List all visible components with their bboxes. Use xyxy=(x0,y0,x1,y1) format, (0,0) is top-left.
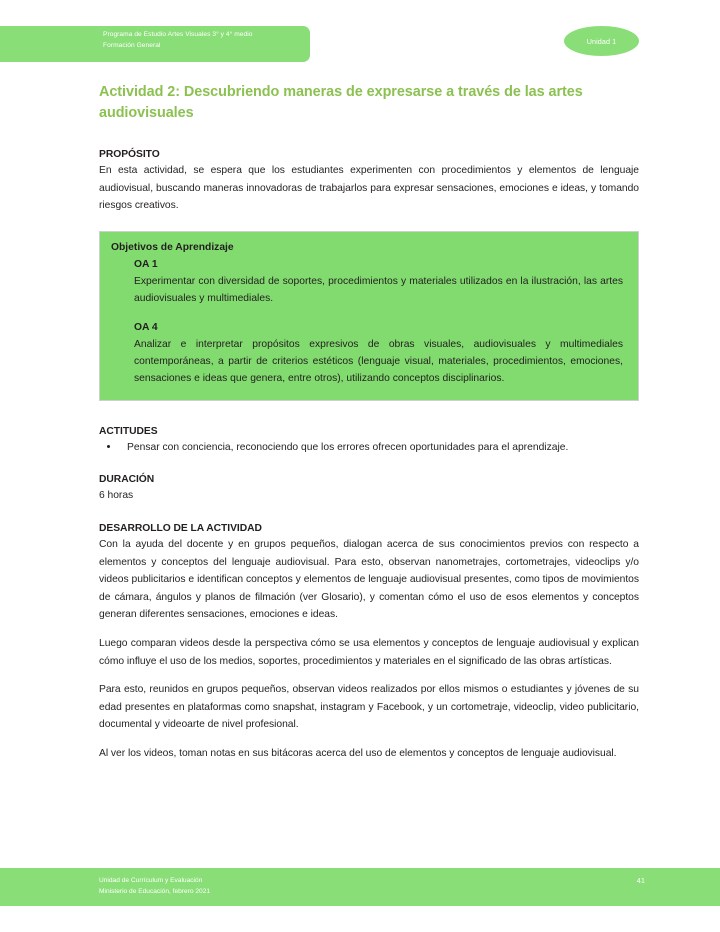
document-content xyxy=(99,82,639,763)
objetivo-item xyxy=(111,320,627,388)
actitudes-heading: ACTITUDES xyxy=(99,425,158,437)
proposito-text: En esta actividad, se espera que los estudiantes experimenten con procedimientos y elementos de lenguaje audiovisual, buscando maneras innovadoras de trabajarlos para expresar sensaciones, emociones e ideas, y tomando riesgos creativos. xyxy=(99,165,639,212)
page-number: 41 xyxy=(636,876,645,885)
objetivos-heading: Objetivos de Aprendizaje xyxy=(111,241,234,253)
header-program-line2: Formación General xyxy=(103,41,161,49)
unit-badge-label: Unidad 1 xyxy=(586,36,617,46)
page-header xyxy=(0,26,720,62)
section-proposito xyxy=(99,147,639,215)
proposito-heading: PROPÓSITO xyxy=(99,149,160,160)
unit-badge xyxy=(564,26,639,56)
objetivo-code: OA 4 xyxy=(134,321,158,333)
page-title: Actividad 2: Descubriendo maneras de expresarse a través de las artes audiovisuales xyxy=(99,84,583,121)
section-duracion xyxy=(99,472,639,505)
objetivo-text: Experimentar con diversidad de soportes, procedimientos y materiales utilizados en la ilustración, las artes audiovisuales y multimediales. xyxy=(134,275,623,305)
header-program-line1: Programa de Estudio Artes Visuales 3° y 4° medio xyxy=(103,31,253,38)
list-item xyxy=(99,439,639,457)
objetivos-aprendizaje-box xyxy=(99,231,639,401)
section-actitudes xyxy=(99,424,639,457)
footer-line2: Ministerio de Educación, febrero 2021 xyxy=(99,887,211,895)
desarrollo-paragraph: Luego comparan videos desde la perspectiva cómo se usa elementos y conceptos de lenguaje audiovisual y explican cómo influye el uso de los medios, soportes, procedimientos y materiales en el significado de las obras artísticas. xyxy=(99,637,639,667)
desarrollo-heading: DESARROLLO DE LA ACTIVIDAD xyxy=(99,523,262,534)
page-footer xyxy=(0,868,720,906)
objetivo-item xyxy=(111,257,627,308)
section-desarrollo xyxy=(99,521,639,763)
duracion-text: 6 horas xyxy=(99,490,134,502)
desarrollo-paragraph: Para esto, reunidos en grupos pequeños, observan videos realizados por ellos mismos o estudiantes y jóvenes de su edad presentes en plataformas como snapshat, instagram y Facebook, y un cortometraje, videoclip, video publicitario, documental y videoarte de nivel profesional. xyxy=(99,684,639,731)
objetivo-code: OA 1 xyxy=(134,258,158,270)
actitudes-list xyxy=(99,439,639,457)
bullet-icon xyxy=(107,445,110,448)
header-program-info xyxy=(103,30,303,51)
footer-institution xyxy=(99,876,210,897)
objetivo-text: Analizar e interpretar propósitos expresivos de obras visuales, audiovisuales y multimediales contemporáneas, a partir de criterios estéticos (lenguaje visual, materiales, procedimientos, emociones, sensaciones e ideas que genera, entre otros), utilizando conceptos disciplinarios. xyxy=(134,338,623,385)
duracion-heading: DURACIÓN xyxy=(99,474,155,486)
desarrollo-paragraph: Al ver los videos, toman notas en sus bitácoras acerca del uso de elementos y conceptos de lenguaje audiovisual. xyxy=(99,747,617,759)
desarrollo-paragraph: Con la ayuda del docente y en grupos pequeños, dialogan acerca de sus conocimientos previos con respecto a elementos y conceptos del lenguaje audiovisual. Para esto, observan nanometrajes, cortometrajes, videoclips y/o videos publicitarios e identifican conceptos y elementos de lenguaje audiovisual presentes, como tipos de movimientos de cámara, ángulos y planos de filmación (ver Glosario), y comentan cómo el uso de esos elementos y conceptos generan diferentes sensaciones, emociones e ideas. xyxy=(99,539,639,621)
footer-line1: Unidad de Currículum y Evaluación xyxy=(99,877,203,884)
actitud-text: Pensar con conciencia, reconociendo que los errores ofrecen oportunidades para el aprendizaje. xyxy=(127,441,569,453)
